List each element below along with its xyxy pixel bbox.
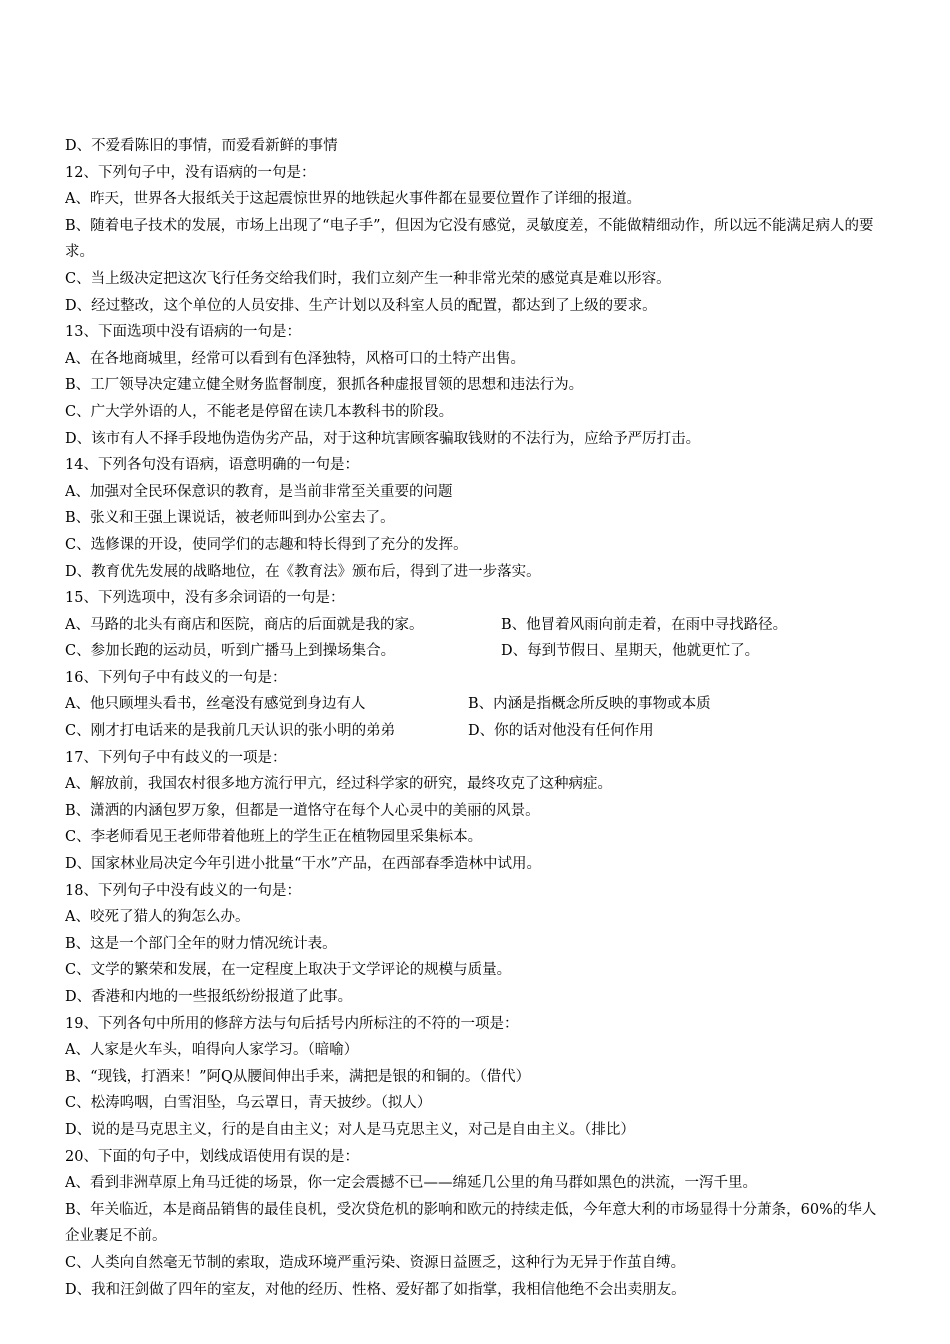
question-16: 16、下列句子中有歧义的一句是： <box>65 669 287 686</box>
question-12: 12、下列句子中，没有语病的一句是： <box>65 164 316 181</box>
question-20: 20、下面的句子中，划线成语使用有误的是： <box>65 1148 359 1165</box>
option-14a: A、加强对全民环保意识的教育，是当前非常至关重要的问题 <box>65 483 453 500</box>
option-16c: C、刚才打电话来的是我前几天认识的张小明的弟弟 <box>65 723 396 740</box>
option-20a: A、看到非洲草原上角马迁徙的场景，你一定会震撼不已——绵延几公里的角马群如黑色的洪流，一泻千里。 <box>65 1175 757 1192</box>
option-16d: D、你的话对他没有任何作用 <box>468 723 654 740</box>
option-18b: B、这是一个部门全年的财力情况统计表。 <box>65 935 337 952</box>
option-20b: B、年关临近，本是商品销售的最佳良机，受次贷危机的影响和欧元的持续走低，今年意大利的市场显得十分萧条，60%的华人企业裹足不前。 <box>65 1201 877 1245</box>
option-12c: C、当上级决定把这次飞行任务交给我们时，我们立刻产生一种非常光荣的感觉真是难以形容。 <box>65 270 671 287</box>
options-16-row2 <box>65 718 883 745</box>
option-18a: A、咬死了猎人的狗怎么办。 <box>65 909 250 926</box>
option-13d: D、该市有人不择手段地伪造伪劣产品，对于这种坑害顾客骗取钱财的不法行为，应给予严厉打击。 <box>65 430 701 447</box>
question-19: 19、下列各句中所用的修辞方法与句后括号内所标注的不符的一项是： <box>65 1015 519 1032</box>
option-20d: D、我和汪剑做了四年的室友，对他的经历、性格、爱好都了如指掌，我相信他绝不会出卖朋友。 <box>65 1281 686 1298</box>
option-17c: C、李老师看见王老师带着他班上的学生正在植物园里采集标本。 <box>65 829 483 846</box>
option-19b: B、“现钱，打酒来！”阿Q从腰间伸出手来，满把是银的和铜的。（借代） <box>65 1068 531 1085</box>
option-19d: D、说的是马克思主义，行的是自由主义；对人是马克思主义，对己是自由主义。（排比） <box>65 1121 635 1138</box>
option-18c: C、文学的繁荣和发展，在一定程度上取决于文学评论的规模与质量。 <box>65 962 512 979</box>
question-14: 14、下列各句没有语病，语意明确的一句是： <box>65 457 359 474</box>
exam-page <box>65 133 883 1303</box>
option-16a: A、他只顾埋头看书，丝毫没有感觉到身边有人 <box>65 696 366 713</box>
option-15a: A、马路的北头有商店和医院，商店的后面就是我的家。 <box>65 616 424 633</box>
option-16b: B、内涵是指概念所反映的事物或本质 <box>468 696 711 713</box>
options-16-row1 <box>65 691 883 718</box>
question-15: 15、下列选项中，没有多余词语的一句是： <box>65 590 345 607</box>
option-12a: A、昨天，世界各大报纸关于这起震惊世界的地铁起火事件都在显要位置作了详细的报道。 <box>65 191 641 208</box>
option-19c: C、松涛呜咽，白雪泪坠，乌云罩日，青天披纱。（拟人） <box>65 1095 432 1112</box>
option-17a: A、解放前，我国农村很多地方流行甲亢，经过科学家的研究，最终攻克了这种病症。 <box>65 776 612 793</box>
option-20c: C、人类向自然毫无节制的索取，造成环境严重污染、资源日益匮乏，这种行为无异于作茧自缚。 <box>65 1254 686 1271</box>
options-15-row1 <box>65 612 883 639</box>
question-18: 18、下列句子中没有歧义的一句是： <box>65 882 301 899</box>
option-12b: B、随着电子技术的发展，市场上出现了“电子手”，但因为它没有感觉，灵敏度差，不能做精细动作，所以远不能满足病人的要求。 <box>65 217 874 261</box>
option-14c: C、选修课的开设，使同学们的志趣和特长得到了充分的发挥。 <box>65 536 468 553</box>
option-18d: D、香港和内地的一些报纸纷纷报道了此事。 <box>65 989 353 1005</box>
option-13b: B、工厂领导决定建立健全财务监督制度，狠抓各种虚报冒领的思想和违法行为。 <box>65 377 584 394</box>
option-19a: A、人家是火车头，咱得向人家学习。（暗喻） <box>65 1042 359 1059</box>
option-14b: B、张义和王强上课说话，被老师叫到办公室去了。 <box>65 510 395 527</box>
options-15-row2 <box>65 638 883 665</box>
option-17b: B、潇洒的内涵包罗万象，但都是一道恪守在每个人心灵中的美丽的风景。 <box>65 802 540 819</box>
option-14d: D、教育优先发展的战略地位，在《教育法》颁布后，得到了进一步落实。 <box>65 563 541 580</box>
option-12d: D、经过整改，这个单位的人员安排、生产计划以及科室人员的配置，都达到了上级的要求。 <box>65 297 657 314</box>
option-15b: B、他冒着风雨向前走着，在雨中寻找路径。 <box>501 616 788 633</box>
option-13c: C、广大学外语的人，不能老是停留在读几本教科书的阶段。 <box>65 403 454 420</box>
option-15c: C、参加长跑的运动员，听到广播马上到操场集合。 <box>65 643 396 660</box>
option-17d: D、国家林业局决定今年引进小批量“干水”产品，在西部春季造林中试用。 <box>65 856 541 873</box>
question-17: 17、下列句子中有歧义的一项是： <box>65 749 287 766</box>
question-13: 13、下面选项中没有语病的一句是： <box>65 324 301 341</box>
option-15d: D、每到节假日、星期天，他就更忙了。 <box>501 643 760 660</box>
option-13a: A、在各地商城里，经常可以看到有色泽独特，风格可口的土特产出售。 <box>65 350 525 367</box>
option-d11: D、不爱看陈旧的事情，而爱看新鲜的事情 <box>65 138 338 154</box>
